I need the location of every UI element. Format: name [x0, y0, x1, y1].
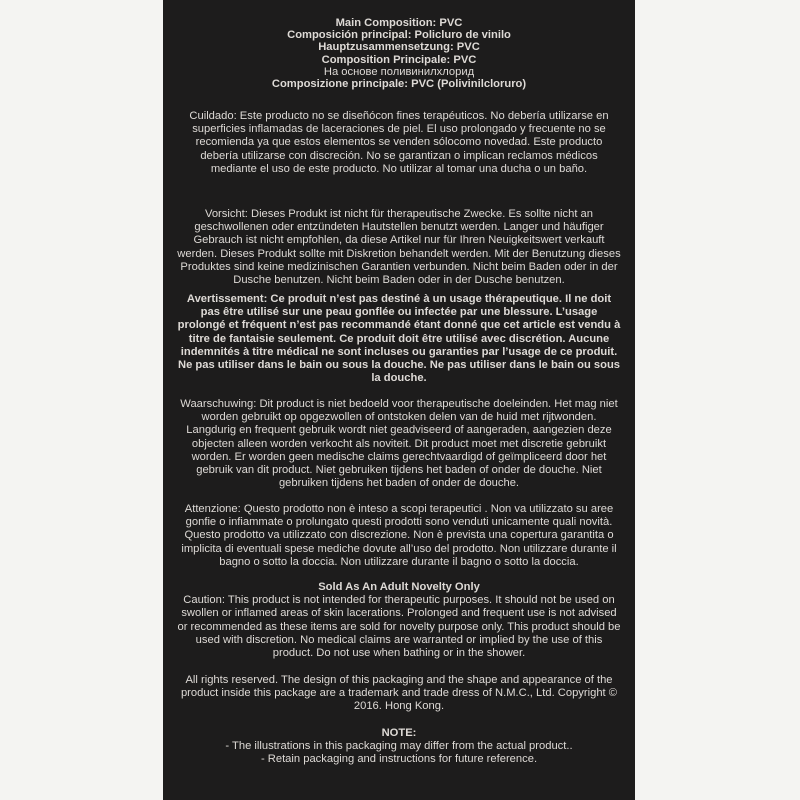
packaging-label-panel — [163, 0, 635, 800]
composition-line-german: Hauptzusammensetzung: PVC — [318, 41, 480, 54]
composition-line-french: Composition Principale: PVC — [321, 53, 477, 66]
rights-block — [177, 674, 621, 714]
german-warning-block — [177, 208, 621, 287]
adult-novelty-heading: Sold As An Adult Novelty Only — [318, 581, 480, 593]
dutch-warning-block — [177, 398, 621, 490]
french-warning-block — [177, 293, 621, 385]
note-block — [177, 727, 621, 767]
english-warning-text: Caution: This product is not intended for therapeutic purposes. It should not be used on swollen or inflamed areas of skin lacerations. Prolonged and frequent use is not advised or recommended as these items are sold for novelty purpose only. This product should be used with discretion. No medical claims are warranted or implied by the use of this product. Do not use when bathing or in the shower. — [177, 594, 621, 660]
spanish-warning-block — [177, 110, 621, 176]
french-warning-text: Avertissement: Ce produit n’est pas destiné à un usage thérapeutique. Il ne doit pas être utilisé sur une peau gonflée ou infectée par une blessure. L’usage prolongé et fréquent n’est pas recommandé étant donné que cet article est vendu à titre de fantaisie seulement. Ce produit doit être utilisé avec discrétion. Aucune indemnités à titre médical ne sont incluses ou garanties par l’usage de ce produit. Ne pas utiliser dans le bain ou sous la douche. Ne pas utiliser dans le bain ou sous la douche. — [177, 293, 621, 385]
composition-line-russian: На основе поливинилхлорид — [323, 65, 475, 78]
german-warning-text: Vorsicht: Dieses Produkt ist nicht für therapeutische Zwecke. Es sollte nicht an geschwollenen oder entzündeten Hautstellen benutzt werden. Langer und häufiger Gebrauch ist nicht empfohlen, da diese Artikel nur für Ihren Neuigkeitswert verkauft werden. Dieses Produkt sollte mit Diskretion behandelt werden. Mit der Benutzung dieses Produktes sind keine medizinischen Garantien verbunden. Nicht beim Baden oder in der Dusche benutzen. Nicht beim Baden oder in der Dusche benutzen. — [177, 208, 621, 287]
composition-block — [177, 17, 621, 90]
note-line-2: - Retain packaging and instructions for future reference. — [260, 753, 538, 766]
italian-warning-text: Attenzione: Questo prodotto non è inteso a scopi terapeutici . Non va utilizzato su aree gonfie o infiammate o prolungato questi prodotti sono venduti unicamente quali novità. Questo prodotto va utilizzato con discrezione. Non è prevista una copertura garantita o implicita di eventuali spese mediche dovute all’uso del prodotto. Non utilizzare durante il bagno o sotto la doccia. Non utilizzare durante il bagno o sotto la doccia. — [181, 503, 617, 568]
english-warning-block — [177, 581, 621, 660]
italian-warning-block — [177, 503, 621, 569]
rights-text: All rights reserved. The design of this packaging and the shape and appearance of the product inside this package are a trademark and trade dress of N.M.C., Ltd. Copyright © 2016. Hong Kong. — [180, 674, 618, 713]
note-line-1: - The illustrations in this packaging may differ from the actual product.. — [225, 740, 573, 753]
note-heading: NOTE: — [381, 727, 417, 739]
composition-line-italian: Composizione principale: PVC (Polivinilcloruro) — [271, 78, 527, 91]
spanish-warning-text: Cuildado: Este producto no se diseñócon fines terapéuticos. No debería utilizarse en superficies inflamadas de laceraciones de piel. El uso prolongado y frecuente no se recomienda ya que estos elementos se venden sólocomo novedad. Este producto debería utilizarse con discreción. No se garantizan o implican reclamos médicos mediante el uso de este producto. No utilizar al tomar una ducha o un baño. — [189, 110, 609, 175]
composition-line-english: Main Composition: PVC — [335, 17, 463, 29]
composition-line-spanish: Composición principal: Policluro de vinilo — [287, 29, 511, 42]
dutch-warning-text: Waarschuwing: Dit product is niet bedoeld voor therapeutische doeleinden. Het mag niet worden gebruikt op opgezwollen of ontstoken delen van de huid met rijtwonden. Langdurig en frequent gebruik wordt niet geadviseerd of aangeraden, aangezien deze objecten alleen worden verkocht als noviteit. Dit product moet met discretie gebruikt worden. Er worden geen medische claims gerechtvaardigd of geïmpliceerd door het gebruik van dit product. Niet gebruiken tijdens het baden of onder de douche. Niet gebruiken tijdens het baden of onder de douche. — [180, 398, 618, 490]
